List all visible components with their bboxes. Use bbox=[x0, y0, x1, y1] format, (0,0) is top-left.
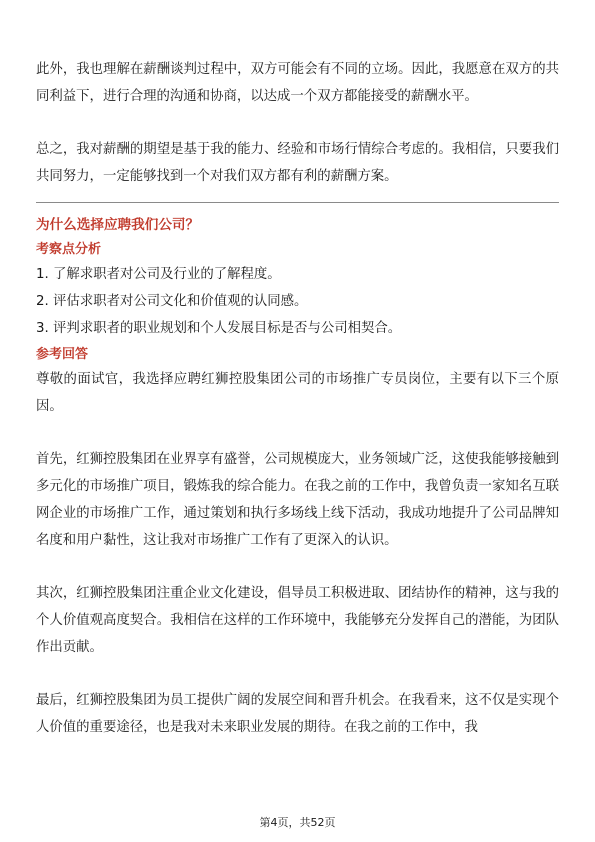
paragraph-spacer bbox=[36, 661, 559, 687]
answer-paragraph-4: 最后，红狮控股集团为员工提供广阔的发展空间和晋升机会。在我看来，这不仅是实现个人价值的重要途径，也是我对未来职业发展的期待。在我之前的工作中，我 bbox=[36, 693, 559, 735]
analysis-item-2: 2. 评估求职者对公司文化和价值观的认同感。 bbox=[36, 294, 308, 309]
intro-paragraph-2: 总之，我对薪酬的期望是基于我的能力、经验和市场行情综合考虑的。我相信，只要我们共同努力，一定能够找到一个对我们双方都有利的薪酬方案。 bbox=[36, 142, 559, 184]
page-content bbox=[36, 56, 559, 741]
analysis-heading: 考察点分析 bbox=[36, 242, 102, 257]
paragraph-spacer bbox=[36, 420, 559, 446]
answer-paragraph-3: 其次，红狮控股集团注重企业文化建设，倡导员工积极进取、团结协作的精神，这与我的个人价值观高度契合。我相信在这样的工作环境中，我能够充分发挥自己的潜能，为团队作出贡献。 bbox=[36, 586, 559, 655]
page-number: 第4页，共52页 bbox=[259, 816, 336, 829]
paragraph-spacer bbox=[36, 110, 559, 136]
answer-heading: 参考回答 bbox=[36, 347, 89, 362]
analysis-item-3: 3. 评判求职者的职业规划和个人发展目标是否与公司相契合。 bbox=[36, 321, 402, 336]
intro-paragraph-1: 此外，我也理解在薪酬谈判过程中，双方可能会有不同的立场。因此，我愿意在双方的共同利益下，进行合理的沟通和协商，以达成一个双方都能接受的薪酬水平。 bbox=[36, 62, 559, 104]
paragraph-spacer bbox=[36, 554, 559, 580]
analysis-item-1: 1. 了解求职者对公司及行业的了解程度。 bbox=[36, 267, 281, 282]
question-title: 为什么选择应聘我们公司？ bbox=[36, 217, 200, 233]
answer-paragraph-1: 尊敬的面试官，我选择应聘红狮控股集团公司的市场推广专员岗位，主要有以下三个原因。 bbox=[36, 372, 559, 414]
section-divider bbox=[36, 202, 559, 203]
answer-paragraph-2: 首先，红狮控股集团在业界享有盛誉，公司规模庞大，业务领域广泛，这使我能够接触到多元化的市场推广项目，锻炼我的综合能力。在我之前的工作中，我曾负责一家知名互联网企业的市场推广工作，通过策划和执行多场线上线下活动，我成功地提升了公司品牌知名度和用户黏性，这让我对市场推广工作有了更深入的认识。 bbox=[36, 452, 559, 548]
